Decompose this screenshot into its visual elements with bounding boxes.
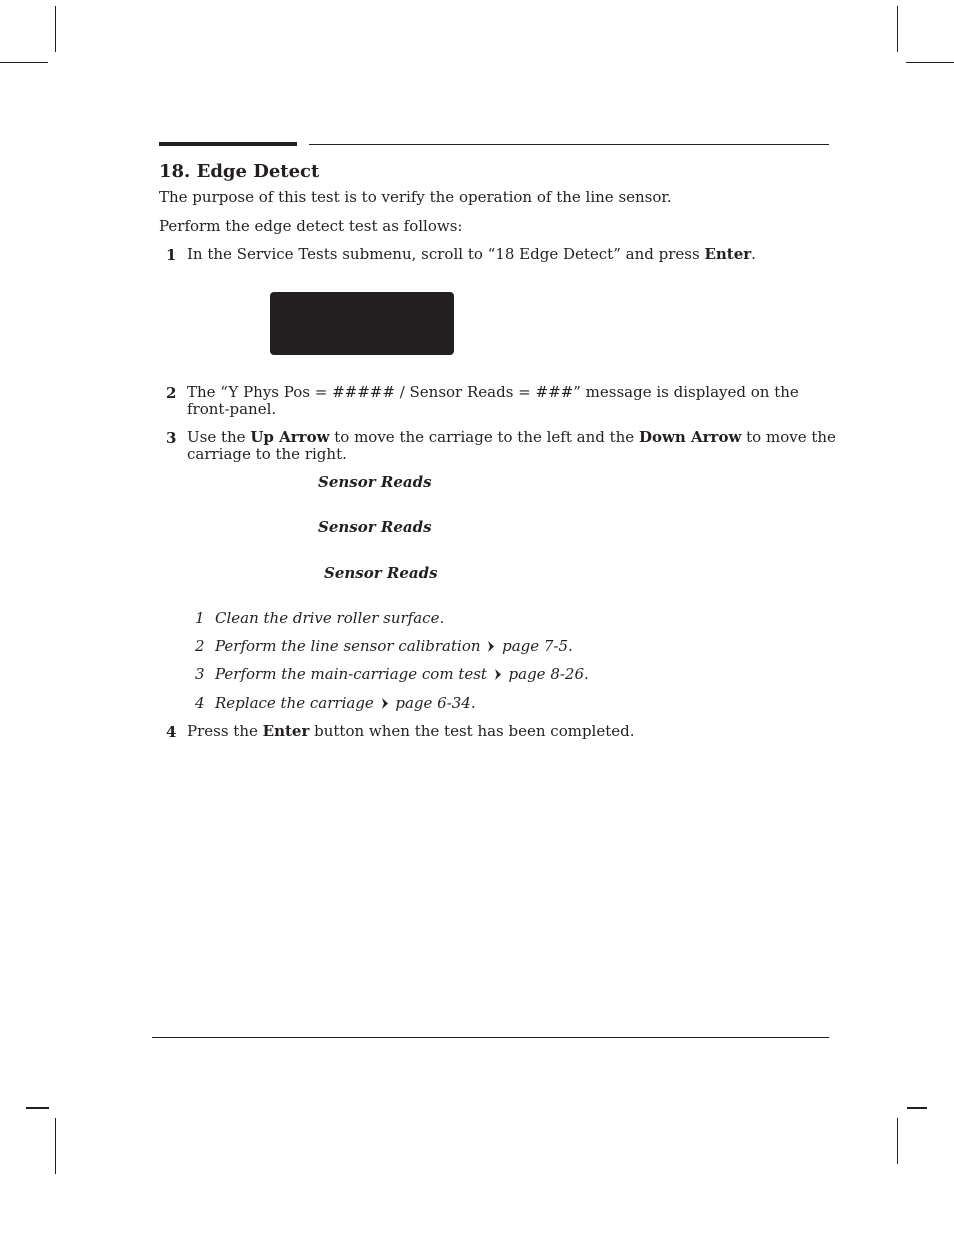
crop-mark-bottom-right-vertical bbox=[897, 1118, 898, 1164]
sensor-reads-label: Sensor Reads bbox=[318, 473, 432, 491]
perform-paragraph: Perform the edge detect test as follows: bbox=[159, 217, 463, 235]
sub-step-number: 2 bbox=[195, 637, 205, 655]
crop-mark-top-left-vertical bbox=[55, 6, 56, 52]
right-arrow-icon bbox=[487, 641, 495, 652]
right-arrow-icon bbox=[494, 669, 502, 680]
front-panel-display bbox=[270, 292, 454, 355]
sensor-reads-label: Sensor Reads bbox=[324, 564, 438, 582]
page-reference: page 6-34. bbox=[395, 694, 476, 712]
crop-mark-top-right-horizontal bbox=[906, 62, 954, 63]
step-number: 4 bbox=[166, 723, 177, 741]
section-number: 18. bbox=[159, 161, 191, 182]
sensor-reads-label: Sensor Reads bbox=[318, 518, 432, 536]
crop-mark-bottom-right-horizontal bbox=[907, 1107, 927, 1109]
step-2-line-1: The “Y Phys Pos = ##### / Sensor Reads = ###” message is displayed on the bbox=[187, 383, 799, 401]
enter-key-label: Enter bbox=[262, 722, 310, 740]
step-number: 3 bbox=[166, 429, 177, 447]
page-reference: page 7-5. bbox=[502, 637, 573, 655]
crop-mark-bottom-left-horizontal bbox=[26, 1107, 49, 1109]
step-number: 2 bbox=[166, 384, 177, 402]
header-rule-thin bbox=[309, 144, 829, 145]
step-2-line-2: front-panel. bbox=[187, 400, 277, 418]
crop-mark-top-left-horizontal bbox=[0, 62, 48, 63]
step-number: 1 bbox=[166, 246, 177, 264]
section-title bbox=[159, 161, 319, 182]
step-1-text: In the Service Tests submenu, scroll to “18 Edge Detect” and press Enter. bbox=[187, 245, 756, 263]
step-3-line-1: Use the Up Arrow to move the carriage to the left and the Down Arrow to move the bbox=[187, 428, 836, 446]
sub-step-number: 4 bbox=[195, 694, 205, 712]
intro-paragraph: The purpose of this test is to verify the operation of the line sensor. bbox=[159, 188, 672, 206]
footer-rule bbox=[152, 1037, 829, 1038]
step-4-text: Press the Enter button when the test has been completed. bbox=[187, 722, 635, 740]
sub-step-2-text: Perform the line sensor calibration page 7-5. bbox=[215, 637, 573, 655]
sub-step-number: 3 bbox=[195, 665, 205, 683]
enter-key-label: Enter bbox=[704, 245, 752, 263]
header-rule-thick bbox=[159, 142, 297, 146]
sub-step-3-text: Perform the main-carriage com test page 8-26. bbox=[215, 665, 589, 683]
section-title-text: Edge Detect bbox=[196, 161, 320, 182]
crop-mark-bottom-left-vertical bbox=[55, 1118, 56, 1174]
page-reference: page 8-26. bbox=[508, 665, 589, 683]
down-arrow-key-label: Down Arrow bbox=[638, 428, 742, 446]
sub-step-1-text: Clean the drive roller surface. bbox=[215, 609, 445, 627]
right-arrow-icon bbox=[381, 698, 389, 709]
crop-mark-top-right-vertical bbox=[897, 6, 898, 52]
up-arrow-key-label: Up Arrow bbox=[250, 428, 330, 446]
step-3-line-2: carriage to the right. bbox=[187, 445, 347, 463]
sub-step-number: 1 bbox=[195, 609, 205, 627]
sub-step-4-text: Replace the carriage page 6-34. bbox=[215, 694, 476, 712]
